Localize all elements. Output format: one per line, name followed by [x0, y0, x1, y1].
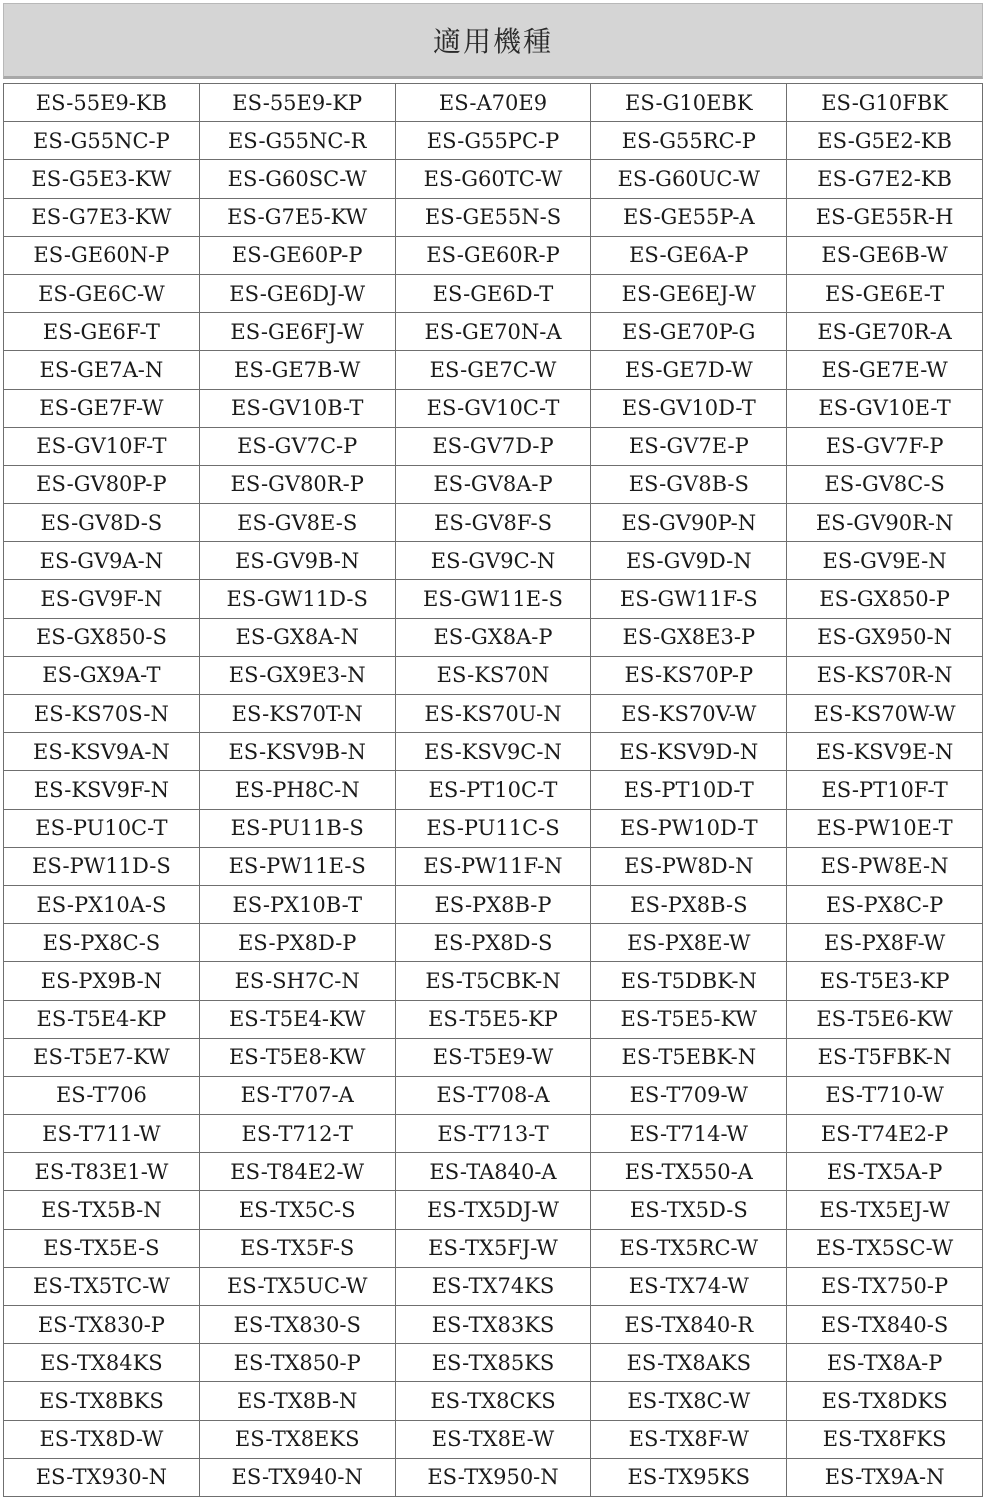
model-cell: ES-GX8A-N	[199, 618, 395, 656]
table-row	[4, 1115, 983, 1153]
model-cell: ES-GV80P-P	[4, 465, 200, 503]
table-row	[4, 1191, 983, 1229]
model-cell: ES-G55NC-R	[199, 122, 395, 160]
model-cell: ES-TX940-N	[199, 1458, 395, 1496]
model-cell: ES-GE6C-W	[4, 274, 200, 312]
table-row	[4, 198, 983, 236]
table-row	[4, 809, 983, 847]
model-cell: ES-G7E5-KW	[199, 198, 395, 236]
model-cell: ES-PH8C-N	[199, 771, 395, 809]
model-cell: ES-GE70N-A	[395, 313, 591, 351]
table-row	[4, 656, 983, 694]
model-cell: ES-KSV9B-N	[199, 733, 395, 771]
model-cell: ES-PW11D-S	[4, 847, 200, 885]
table-row	[4, 542, 983, 580]
table-row	[4, 1306, 983, 1344]
model-cell: ES-TX74-W	[591, 1267, 787, 1305]
model-cell: ES-GE70R-A	[787, 313, 983, 351]
model-cell: ES-TX5RC-W	[591, 1229, 787, 1267]
model-cell: ES-KS70V-W	[591, 695, 787, 733]
model-cell: ES-T5E5-KW	[591, 1000, 787, 1038]
model-cell: ES-KSV9D-N	[591, 733, 787, 771]
model-cell: ES-TX74KS	[395, 1267, 591, 1305]
model-cell: ES-KSV9A-N	[4, 733, 200, 771]
model-cell: ES-GE6A-P	[591, 236, 787, 274]
table-row	[4, 1038, 983, 1076]
model-cell: ES-GV90R-N	[787, 504, 983, 542]
model-cell: ES-TX5E-S	[4, 1229, 200, 1267]
model-cell: ES-TX550-A	[591, 1153, 787, 1191]
model-cell: ES-SH7C-N	[199, 962, 395, 1000]
model-cell: ES-T5E9-W	[395, 1038, 591, 1076]
model-cell: ES-GE60N-P	[4, 236, 200, 274]
table-row	[4, 1153, 983, 1191]
model-cell: ES-TX8E-W	[395, 1420, 591, 1458]
model-cell: ES-G55PC-P	[395, 122, 591, 160]
table-row	[4, 1229, 983, 1267]
model-cell: ES-TX950-N	[395, 1458, 591, 1496]
models-table-body	[4, 84, 983, 1497]
model-cell: ES-PX8F-W	[787, 924, 983, 962]
model-cell: ES-T83E1-W	[4, 1153, 200, 1191]
model-cell: ES-PW11E-S	[199, 847, 395, 885]
model-cell: ES-GE7A-N	[4, 351, 200, 389]
model-cell: ES-GW11D-S	[199, 580, 395, 618]
model-cell: ES-TX5C-S	[199, 1191, 395, 1229]
model-cell: ES-TX8CKS	[395, 1382, 591, 1420]
model-cell: ES-T5DBK-N	[591, 962, 787, 1000]
model-cell: ES-GV9B-N	[199, 542, 395, 580]
table-row	[4, 274, 983, 312]
table-row	[4, 1344, 983, 1382]
model-cell: ES-T713-T	[395, 1115, 591, 1153]
model-cell: ES-KSV9F-N	[4, 771, 200, 809]
model-cell: ES-KS70P-P	[591, 656, 787, 694]
model-cell: ES-PU10C-T	[4, 809, 200, 847]
model-cell: ES-GE55N-S	[395, 198, 591, 236]
model-cell: ES-PX8B-S	[591, 885, 787, 923]
model-cell: ES-TX5SC-W	[787, 1229, 983, 1267]
model-cell: ES-GV10C-T	[395, 389, 591, 427]
model-cell: ES-KS70N	[395, 656, 591, 694]
model-cell: ES-TX840-S	[787, 1306, 983, 1344]
model-cell: ES-GE6B-W	[787, 236, 983, 274]
model-cell: ES-T5E3-KP	[787, 962, 983, 1000]
model-cell: ES-PW10E-T	[787, 809, 983, 847]
model-cell: ES-PW10D-T	[591, 809, 787, 847]
table-row	[4, 389, 983, 427]
model-cell: ES-GV8F-S	[395, 504, 591, 542]
table-row	[4, 580, 983, 618]
model-cell: ES-GV9F-N	[4, 580, 200, 618]
model-cell: ES-GV80R-P	[199, 465, 395, 503]
model-cell: ES-GV7F-P	[787, 427, 983, 465]
model-cell: ES-G7E2-KB	[787, 160, 983, 198]
table-row	[4, 236, 983, 274]
model-cell: ES-PX10B-T	[199, 885, 395, 923]
model-cell: ES-T708-A	[395, 1076, 591, 1114]
model-cell: ES-T714-W	[591, 1115, 787, 1153]
model-cell: ES-TX95KS	[591, 1458, 787, 1496]
model-cell: ES-TX750-P	[787, 1267, 983, 1305]
model-cell: ES-PX10A-S	[4, 885, 200, 923]
model-cell: ES-GV9E-N	[787, 542, 983, 580]
model-cell: ES-GV9A-N	[4, 542, 200, 580]
model-cell: ES-55E9-KB	[4, 84, 200, 122]
model-cell: ES-GV10F-T	[4, 427, 200, 465]
model-cell: ES-TA840-A	[395, 1153, 591, 1191]
model-cell: ES-PW8E-N	[787, 847, 983, 885]
model-cell: ES-GV8D-S	[4, 504, 200, 542]
model-cell: ES-PU11B-S	[199, 809, 395, 847]
table-row	[4, 1000, 983, 1038]
model-cell: ES-GE60P-P	[199, 236, 395, 274]
table-row	[4, 160, 983, 198]
table-row	[4, 1458, 983, 1496]
model-cell: ES-GX9E3-N	[199, 656, 395, 694]
model-cell: ES-GW11F-S	[591, 580, 787, 618]
model-cell: ES-GE6DJ-W	[199, 274, 395, 312]
model-cell: ES-KSV9E-N	[787, 733, 983, 771]
model-cell: ES-PX8D-P	[199, 924, 395, 962]
table-row	[4, 733, 983, 771]
model-cell: ES-T5E6-KW	[787, 1000, 983, 1038]
model-cell: ES-TX8FKS	[787, 1420, 983, 1458]
model-cell: ES-TX5D-S	[591, 1191, 787, 1229]
model-cell: ES-G60TC-W	[395, 160, 591, 198]
model-cell: ES-PX8C-P	[787, 885, 983, 923]
table-row	[4, 427, 983, 465]
table-row	[4, 771, 983, 809]
table-row	[4, 504, 983, 542]
model-cell: ES-GE55R-H	[787, 198, 983, 236]
model-cell: ES-G60SC-W	[199, 160, 395, 198]
model-cell: ES-T712-T	[199, 1115, 395, 1153]
model-cell: ES-PX8E-W	[591, 924, 787, 962]
model-cell: ES-PT10F-T	[787, 771, 983, 809]
page-title: 適用機種	[432, 25, 553, 58]
model-cell: ES-TX85KS	[395, 1344, 591, 1382]
model-cell: ES-TX840-R	[591, 1306, 787, 1344]
table-row	[4, 885, 983, 923]
model-cell: ES-G10FBK	[787, 84, 983, 122]
model-cell: ES-GX850-P	[787, 580, 983, 618]
model-cell: ES-GX9A-T	[4, 656, 200, 694]
model-cell: ES-G55NC-P	[4, 122, 200, 160]
table-row	[4, 313, 983, 351]
model-cell: ES-GE60R-P	[395, 236, 591, 274]
model-cell: ES-GE6EJ-W	[591, 274, 787, 312]
model-cell: ES-T706	[4, 1076, 200, 1114]
model-cell: ES-T5E5-KP	[395, 1000, 591, 1038]
model-cell: ES-T709-W	[591, 1076, 787, 1114]
table-row	[4, 122, 983, 160]
model-cell: ES-GV8C-S	[787, 465, 983, 503]
model-cell: ES-GE6D-T	[395, 274, 591, 312]
model-cell: ES-G5E2-KB	[787, 122, 983, 160]
model-cell: ES-GV8B-S	[591, 465, 787, 503]
model-cell: ES-TX930-N	[4, 1458, 200, 1496]
model-cell: ES-GV8E-S	[199, 504, 395, 542]
model-cell: ES-KS70U-N	[395, 695, 591, 733]
model-cell: ES-GX950-N	[787, 618, 983, 656]
model-cell: ES-GE6F-T	[4, 313, 200, 351]
model-cell: ES-TX8EKS	[199, 1420, 395, 1458]
model-cell: ES-TX8A-P	[787, 1344, 983, 1382]
model-cell: ES-GE6E-T	[787, 274, 983, 312]
model-cell: ES-TX9A-N	[787, 1458, 983, 1496]
table-row	[4, 351, 983, 389]
model-cell: ES-TX8AKS	[591, 1344, 787, 1382]
model-cell: ES-T5E7-KW	[4, 1038, 200, 1076]
model-cell: ES-PX8D-S	[395, 924, 591, 962]
model-cell: ES-TX5F-S	[199, 1229, 395, 1267]
model-cell: ES-GE70P-G	[591, 313, 787, 351]
model-cell: ES-PX8C-S	[4, 924, 200, 962]
model-cell: ES-A70E9	[395, 84, 591, 122]
table-row	[4, 1267, 983, 1305]
model-cell: ES-PW8D-N	[591, 847, 787, 885]
model-cell: ES-KS70T-N	[199, 695, 395, 733]
model-cell: ES-PW11F-N	[395, 847, 591, 885]
model-cell: ES-TX5DJ-W	[395, 1191, 591, 1229]
model-cell: ES-T707-A	[199, 1076, 395, 1114]
model-cell: ES-GV9C-N	[395, 542, 591, 580]
model-cell: ES-TX83KS	[395, 1306, 591, 1344]
model-cell: ES-KSV9C-N	[395, 733, 591, 771]
model-cell: ES-PT10D-T	[591, 771, 787, 809]
model-cell: ES-KS70R-N	[787, 656, 983, 694]
model-cell: ES-GE6FJ-W	[199, 313, 395, 351]
model-cell: ES-GE7E-W	[787, 351, 983, 389]
model-cell: ES-GE7C-W	[395, 351, 591, 389]
model-cell: ES-T710-W	[787, 1076, 983, 1114]
table-row	[4, 1382, 983, 1420]
model-cell: ES-G55RC-P	[591, 122, 787, 160]
models-table	[3, 83, 983, 1497]
table-row	[4, 1076, 983, 1114]
model-cell: ES-G10EBK	[591, 84, 787, 122]
model-cell: ES-TX8F-W	[591, 1420, 787, 1458]
model-cell: ES-TX5FJ-W	[395, 1229, 591, 1267]
model-cell: ES-TX5TC-W	[4, 1267, 200, 1305]
model-cell: ES-T711-W	[4, 1115, 200, 1153]
model-cell: ES-GE7D-W	[591, 351, 787, 389]
model-cell: ES-55E9-KP	[199, 84, 395, 122]
model-cell: ES-GV10D-T	[591, 389, 787, 427]
model-cell: ES-GV7D-P	[395, 427, 591, 465]
model-cell: ES-TX8C-W	[591, 1382, 787, 1420]
model-cell: ES-GX8A-P	[395, 618, 591, 656]
model-cell: ES-TX850-P	[199, 1344, 395, 1382]
model-cell: ES-GW11E-S	[395, 580, 591, 618]
model-cell: ES-TX5UC-W	[199, 1267, 395, 1305]
model-cell: ES-GV7C-P	[199, 427, 395, 465]
model-cell: ES-TX8DKS	[787, 1382, 983, 1420]
model-cell: ES-T5EBK-N	[591, 1038, 787, 1076]
model-cell: ES-PU11C-S	[395, 809, 591, 847]
model-cell: ES-PT10C-T	[395, 771, 591, 809]
model-cell: ES-TX5B-N	[4, 1191, 200, 1229]
model-cell: ES-GE7B-W	[199, 351, 395, 389]
table-row	[4, 1420, 983, 1458]
model-cell: ES-KS70S-N	[4, 695, 200, 733]
model-cell: ES-GV90P-N	[591, 504, 787, 542]
model-cell: ES-PX8B-P	[395, 885, 591, 923]
model-cell: ES-GE55P-A	[591, 198, 787, 236]
model-cell: ES-TX830-S	[199, 1306, 395, 1344]
model-cell: ES-TX5A-P	[787, 1153, 983, 1191]
table-row	[4, 847, 983, 885]
table-row	[4, 962, 983, 1000]
model-cell: ES-TX8B-N	[199, 1382, 395, 1420]
model-cell: ES-GV10B-T	[199, 389, 395, 427]
model-cell: ES-GX8E3-P	[591, 618, 787, 656]
model-cell: ES-TX830-P	[4, 1306, 200, 1344]
model-cell: ES-G5E3-KW	[4, 160, 200, 198]
model-cell: ES-GV7E-P	[591, 427, 787, 465]
model-cell: ES-KS70W-W	[787, 695, 983, 733]
table-row	[4, 84, 983, 122]
model-cell: ES-TX84KS	[4, 1344, 200, 1382]
model-cell: ES-T5E4-KW	[199, 1000, 395, 1038]
model-cell: ES-PX9B-N	[4, 962, 200, 1000]
model-cell: ES-T5E8-KW	[199, 1038, 395, 1076]
model-cell: ES-T74E2-P	[787, 1115, 983, 1153]
table-row	[4, 695, 983, 733]
model-cell: ES-T5E4-KP	[4, 1000, 200, 1038]
compatible-models-sheet	[3, 3, 983, 1497]
model-cell: ES-GV9D-N	[591, 542, 787, 580]
model-cell: ES-GE7F-W	[4, 389, 200, 427]
model-cell: ES-TX8D-W	[4, 1420, 200, 1458]
model-cell: ES-T5CBK-N	[395, 962, 591, 1000]
model-cell: ES-TX8BKS	[4, 1382, 200, 1420]
model-cell: ES-G7E3-KW	[4, 198, 200, 236]
table-row	[4, 465, 983, 503]
model-cell: ES-T5FBK-N	[787, 1038, 983, 1076]
model-cell: ES-T84E2-W	[199, 1153, 395, 1191]
model-cell: ES-GX850-S	[4, 618, 200, 656]
model-cell: ES-GV10E-T	[787, 389, 983, 427]
model-cell: ES-G60UC-W	[591, 160, 787, 198]
table-row	[4, 618, 983, 656]
table-header	[3, 3, 983, 79]
table-row	[4, 924, 983, 962]
model-cell: ES-TX5EJ-W	[787, 1191, 983, 1229]
model-cell: ES-GV8A-P	[395, 465, 591, 503]
